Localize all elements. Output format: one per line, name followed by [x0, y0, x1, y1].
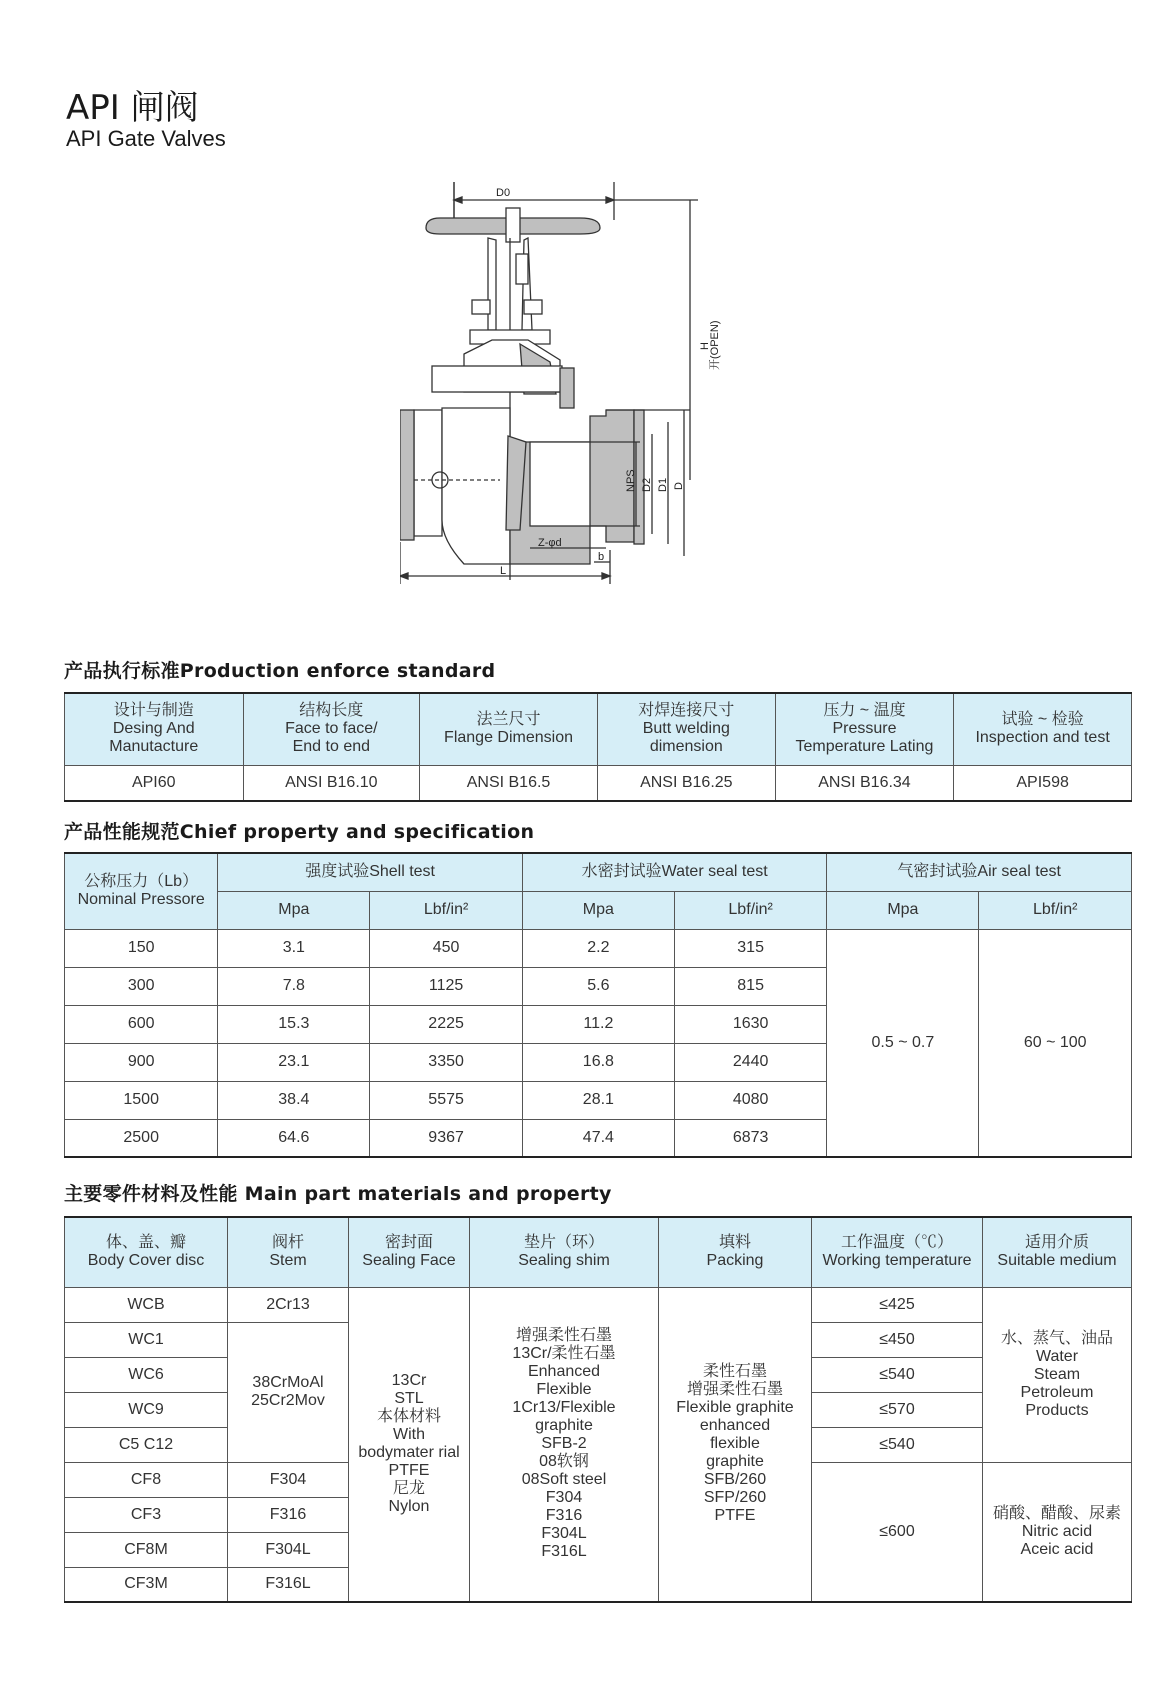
table-cell-stem: 38CrMoAl 25Cr2Mov — [228, 1322, 349, 1462]
dim-label-d2: D2 — [641, 477, 653, 492]
table-cell-stem: F316 — [228, 1497, 349, 1532]
table-cell-temp: ≤450 — [812, 1322, 983, 1357]
table-cell: 150 — [65, 929, 218, 967]
table-cell-body: WCB — [65, 1287, 228, 1322]
table-cell: 815 — [674, 967, 827, 1005]
table-cell: ANSI B16.5 — [420, 765, 598, 801]
dim-label-z-phi-d: Z-φd — [538, 537, 562, 549]
table-cell-medium: 硝酸、醋酸、尿素 Nitric acid Aceic acid — [983, 1462, 1132, 1602]
table-cell: 900 — [65, 1043, 218, 1081]
table-cell-body: CF3 — [65, 1497, 228, 1532]
dim-label-l: L — [500, 565, 507, 577]
table-header-cell: 结构长度 Face to face/ End to end — [243, 693, 420, 765]
table-header-cell: 体、盖、瓣 Body Cover disc — [65, 1217, 228, 1287]
table-cell: 450 — [370, 929, 523, 967]
table-cell: ANSI B16.34 — [775, 765, 954, 801]
page-title-chinese: API 闸阀 — [66, 88, 199, 128]
table-cell-packing: 柔性石墨 增强柔性石墨 Flexible graphite enhanced flexible graphite SFB/260 SFP/260 PTFE — [659, 1287, 812, 1602]
table-cell-air-mpa: 0.5 ~ 0.7 — [827, 929, 979, 1157]
table-cell-temp: ≤600 — [812, 1462, 983, 1602]
table-header-row — [65, 1217, 1132, 1287]
table-cell: 6873 — [674, 1119, 827, 1157]
table-cell-stem: F304 — [228, 1462, 349, 1497]
gate-valve-drawing — [400, 180, 780, 632]
table-cell-body: WC9 — [65, 1392, 228, 1427]
table-header-cell: 对焊连接尺寸 Butt welding dimension — [597, 693, 775, 765]
table-header-cell: 工作温度（℃） Working temperature — [812, 1217, 983, 1287]
table-cell-temp: ≤570 — [812, 1392, 983, 1427]
table-header-cell: 垫片（环） Sealing shim — [470, 1217, 659, 1287]
table-cell: 2500 — [65, 1119, 218, 1157]
table-cell: 315 — [674, 929, 827, 967]
table-cell: 5575 — [370, 1081, 523, 1119]
table-header-cell: 填料 Packing — [659, 1217, 812, 1287]
dim-label-d0: D0 — [496, 187, 511, 199]
production-standard-table — [64, 692, 1132, 802]
table-cell: 600 — [65, 1005, 218, 1043]
table-header-cell: 适用介质 Suitable medium — [983, 1217, 1132, 1287]
table-cell: 28.1 — [522, 1081, 674, 1119]
dim-label-nps: NPS — [625, 469, 637, 492]
table-cell-temp: ≤425 — [812, 1287, 983, 1322]
table-cell: 5.6 — [522, 967, 674, 1005]
table-cell: 16.8 — [522, 1043, 674, 1081]
table-cell: 3.1 — [218, 929, 370, 967]
table-cell: 9367 — [370, 1119, 523, 1157]
table-header-cell: 设计与制造 Desing And Manutacture — [65, 693, 244, 765]
dim-label-h: H — [699, 342, 711, 350]
table-cell-sealing-shim: 增强柔性石墨 13Cr/柔性石墨 Enhanced Flexible 1Cr13/Flexible graphite SFB-2 08软钢 08Soft steel F304 F316 F304L F316L — [470, 1287, 659, 1602]
table-header-row — [65, 693, 1132, 765]
table-header-row — [65, 853, 1132, 891]
table-row — [65, 1287, 1132, 1322]
table-cell-body: WC1 — [65, 1322, 228, 1357]
table-cell-temp: ≤540 — [812, 1357, 983, 1392]
table-cell: API60 — [65, 765, 244, 801]
table-cell: 15.3 — [218, 1005, 370, 1043]
table-header-cell: 压力 ~ 温度 Pressure Temperature Lating — [775, 693, 954, 765]
table-header-cell: Lbf/in² — [674, 891, 827, 929]
table-cell: 3350 — [370, 1043, 523, 1081]
table-header-cell: 试验 ~ 检验 Inspection and test — [954, 693, 1132, 765]
table-cell: 1125 — [370, 967, 523, 1005]
section-title-materials: 主要零件材料及性能 Main part materials and property — [64, 1183, 612, 1205]
table-cell-stem: F316L — [228, 1567, 349, 1602]
table-header-cell: 法兰尺寸 Flange Dimension — [420, 693, 598, 765]
table-header-row — [65, 891, 1132, 929]
table-row — [65, 765, 1132, 801]
table-cell: 300 — [65, 967, 218, 1005]
table-cell-sealing-face: 13Cr STL 本体材料 With bodymater rial PTFE 尼龙 Nylon — [349, 1287, 470, 1602]
table-cell: 7.8 — [218, 967, 370, 1005]
table-cell: 1630 — [674, 1005, 827, 1043]
table-cell: ANSI B16.10 — [243, 765, 420, 801]
dim-label-open: 开(OPEN) — [709, 320, 721, 370]
table-cell-body: CF8M — [65, 1532, 228, 1567]
table-header-cell: Mpa — [218, 891, 370, 929]
table-cell: 4080 — [674, 1081, 827, 1119]
table-header-cell: 强度试验Shell test — [218, 853, 523, 891]
table-row — [65, 929, 1132, 967]
page-title-english: API Gate Valves — [66, 126, 226, 151]
chief-property-table — [64, 852, 1132, 1158]
dim-label-b: b — [598, 551, 605, 563]
section-title-chief-property: 产品性能规范Chief property and specification — [64, 821, 535, 843]
table-cell: 47.4 — [522, 1119, 674, 1157]
table-cell-temp: ≤540 — [812, 1427, 983, 1462]
table-header-cell: 气密封试验Air seal test — [827, 853, 1132, 891]
table-cell: 38.4 — [218, 1081, 370, 1119]
table-cell: 1500 — [65, 1081, 218, 1119]
table-cell: ANSI B16.25 — [597, 765, 775, 801]
table-cell-air-lbf: 60 ~ 100 — [979, 929, 1132, 1157]
table-cell-medium: 水、蒸气、油品 Water Steam Petroleum Products — [983, 1287, 1132, 1462]
table-header-cell: 公称压力（Lb） Nominal Pressore — [65, 853, 218, 929]
table-cell: 2225 — [370, 1005, 523, 1043]
table-cell-body: CF3M — [65, 1567, 228, 1602]
table-header-cell: 阀杆 Stem — [228, 1217, 349, 1287]
table-cell-stem: 2Cr13 — [228, 1287, 349, 1322]
table-cell: 2.2 — [522, 929, 674, 967]
table-header-cell: 密封面 Sealing Face — [349, 1217, 470, 1287]
table-cell-body: C5 C12 — [65, 1427, 228, 1462]
dim-label-d1: D1 — [657, 477, 669, 492]
table-cell-body: WC6 — [65, 1357, 228, 1392]
table-header-cell: 水密封试验Water seal test — [522, 853, 827, 891]
table-cell: 2440 — [674, 1043, 827, 1081]
table-header-cell: Mpa — [827, 891, 979, 929]
table-cell-body: CF8 — [65, 1462, 228, 1497]
section-title-production-standard: 产品执行标准Production enforce standard — [64, 660, 496, 682]
table-cell-stem: F304L — [228, 1532, 349, 1567]
materials-table — [64, 1216, 1132, 1603]
table-cell: API598 — [954, 765, 1132, 801]
table-header-cell: Mpa — [522, 891, 674, 929]
dim-label-d: D — [673, 482, 685, 490]
table-header-cell: Lbf/in² — [370, 891, 523, 929]
table-header-cell: Lbf/in² — [979, 891, 1132, 929]
table-cell: 23.1 — [218, 1043, 370, 1081]
table-cell: 11.2 — [522, 1005, 674, 1043]
table-cell: 64.6 — [218, 1119, 370, 1157]
